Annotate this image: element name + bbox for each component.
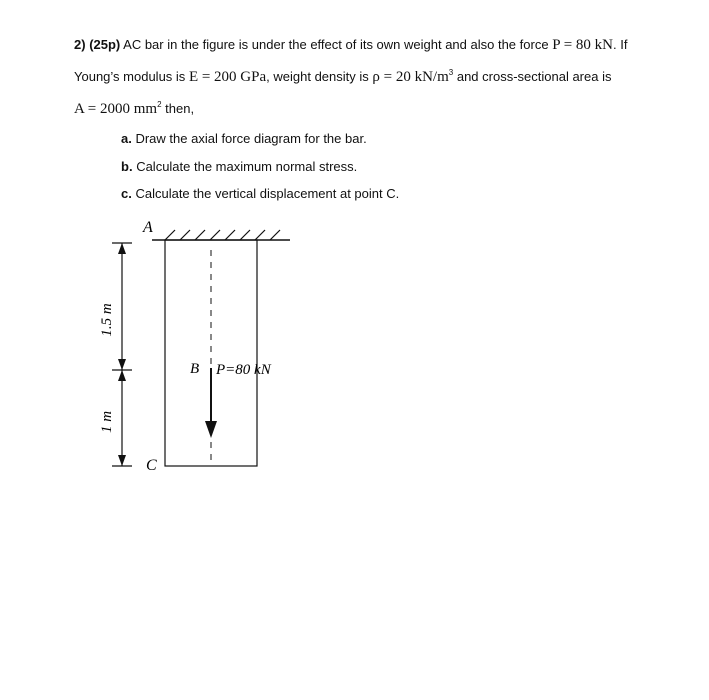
question-a-text: Draw the axial force diagram for the bar. [135, 131, 367, 146]
point-c-label: C [146, 457, 157, 474]
dimension-lower-label: 1 m [99, 410, 115, 434]
weight-exponent: 3 [448, 68, 454, 77]
problem-intro: AC bar in the figure is under the effect of its own weight and also the force [123, 37, 549, 52]
dimension-line [112, 243, 132, 466]
question-c-text: Calculate the vertical displacement at point C. [135, 186, 400, 201]
area-prefix: and cross-sectional area is [456, 69, 612, 84]
question-b-text: Calculate the maximum normal stress. [136, 159, 358, 174]
then-text: then, [165, 101, 195, 116]
force-expression: P = 80 kN [552, 37, 614, 53]
weight-prefix: , weight density is [266, 69, 369, 84]
if-text: . If [613, 37, 628, 52]
youngs-modulus-expression: E = 200 GPa [188, 69, 267, 85]
point-a-label: A [143, 219, 153, 236]
dimension-upper-label: 1.5 m [99, 303, 115, 337]
question-a-letter: a. [121, 131, 132, 146]
question-c-letter: c. [121, 186, 132, 201]
force-arrow-head [205, 421, 217, 438]
area-exponent: 2 [157, 100, 162, 109]
problem-points: (25p) [89, 37, 121, 52]
problem-number: 2) [74, 37, 86, 52]
ceiling-hatch [165, 230, 280, 240]
weight-density-expression: ρ = 20 kN/m [372, 69, 449, 85]
point-b-label: B [190, 361, 200, 377]
question-b-letter: b. [121, 159, 133, 174]
youngs-prefix: Young’s modulus is [74, 69, 186, 84]
force-label: P=80 kN [216, 362, 271, 378]
area-expression: A = 2000 mm [74, 101, 158, 117]
